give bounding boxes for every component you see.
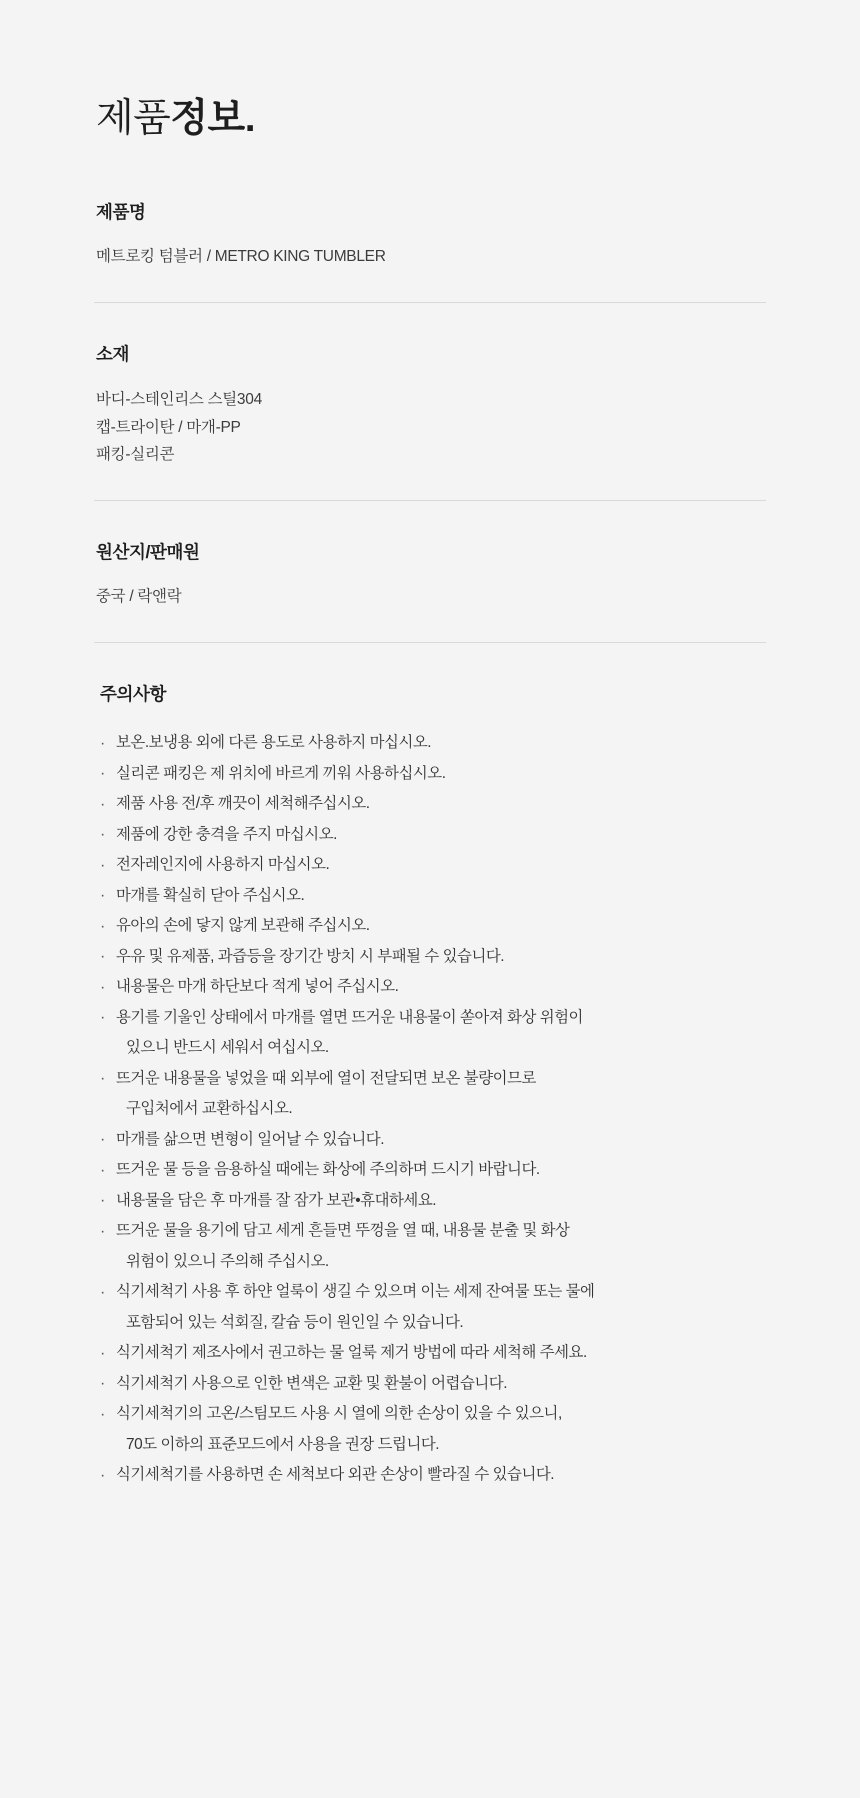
caution-item-continuation: 70도 이하의 표준모드에서 사용을 권장 드립니다. xyxy=(126,1435,440,1453)
section-line: 캡-트라이탄 / 마개-PP xyxy=(96,418,241,436)
section-line: 패킹-실리콘 xyxy=(96,445,175,463)
caution-item-text: 우유 및 유제품, 과즙등을 장기간 방치 시 부패될 수 있습니다. xyxy=(116,947,505,965)
caution-item xyxy=(96,759,736,790)
section-body xyxy=(96,244,766,271)
caution-item-text: 식기세척기 사용 후 하얀 얼룩이 생길 수 있으며 이는 세제 잔여물 또는 물에 xyxy=(116,1283,595,1301)
caution-item-text: 보온.보냉용 외에 다른 용도로 사용하지 마십시오. xyxy=(116,734,432,752)
section-divider xyxy=(94,302,766,303)
caution-item xyxy=(96,1155,736,1186)
section-divider xyxy=(94,642,766,643)
caution-item xyxy=(96,728,736,759)
page-title xyxy=(94,96,766,143)
page-title-thin: 제품 xyxy=(96,97,171,140)
caution-item-text: 제품 사용 전/후 깨끗이 세척해주십시오. xyxy=(116,795,370,813)
cautions-list xyxy=(96,728,736,1491)
section-line: 바디-스테인리스 스틸304 xyxy=(96,391,262,409)
caution-item-text: 뜨거운 물을 용기에 담고 세게 흔들면 뚜껑을 열 때, 내용물 분출 및 화상 xyxy=(116,1222,570,1240)
caution-item xyxy=(96,1369,736,1400)
section-body xyxy=(96,386,766,467)
section-line: 메트로킹 텀블러 / METRO KING TUMBLER xyxy=(96,247,386,265)
caution-item-text: 식기세척기 제조사에서 권고하는 물 얼룩 제거 방법에 따라 세척해 주세요. xyxy=(116,1344,587,1362)
section-origin xyxy=(94,539,766,611)
caution-item xyxy=(96,820,736,851)
caution-item-text: 제품에 강한 충격을 주지 마십시오. xyxy=(116,825,337,843)
section-line: 중국 / 락앤락 xyxy=(96,587,182,605)
caution-item xyxy=(96,942,736,973)
page-title-bold: 정보. xyxy=(170,97,256,140)
caution-item xyxy=(96,1338,736,1369)
caution-item xyxy=(96,1125,736,1156)
section-body xyxy=(96,584,766,611)
section-product-name xyxy=(94,199,766,271)
bottom-spacer xyxy=(94,1491,766,1611)
cautions-heading: 주의사항 xyxy=(100,684,167,705)
caution-item xyxy=(96,1003,736,1064)
content-container xyxy=(94,0,766,1611)
caution-item-text: 식기세척기를 사용하면 손 세척보다 외관 손상이 빨라질 수 있습니다. xyxy=(116,1466,555,1484)
caution-item xyxy=(96,1186,736,1217)
caution-item-continuation: 구입처에서 교환하십시오. xyxy=(126,1100,293,1118)
section-heading: 제품명 xyxy=(96,201,146,222)
caution-item-text: 유아의 손에 닿지 않게 보관해 주십시오. xyxy=(116,917,370,935)
caution-item-text: 식기세척기 사용으로 인한 변색은 교환 및 환불이 어렵습니다. xyxy=(116,1374,508,1392)
section-divider xyxy=(94,500,766,501)
caution-item-text: 뜨거운 물 등을 음용하실 때에는 화상에 주의하며 드시기 바랍니다. xyxy=(116,1161,540,1179)
caution-item-continuation: 있으니 반드시 세워서 여십시오. xyxy=(126,1039,329,1057)
caution-item xyxy=(96,1399,736,1460)
caution-item xyxy=(96,972,736,1003)
caution-item-continuation: 위험이 있으니 주의해 주십시오. xyxy=(126,1252,329,1270)
caution-item-text: 마개를 확실히 닫아 주십시오. xyxy=(116,886,305,904)
caution-item xyxy=(96,850,736,881)
caution-item xyxy=(96,911,736,942)
section-cautions xyxy=(94,681,766,1491)
caution-item-text: 내용물을 담은 후 마개를 잘 잠가 보관•휴대하세요. xyxy=(116,1191,437,1209)
caution-item xyxy=(96,789,736,820)
section-heading: 소재 xyxy=(96,344,130,365)
caution-item-continuation: 포함되어 있는 석회질, 칼슘 등이 원인일 수 있습니다. xyxy=(126,1313,464,1331)
caution-item-text: 마개를 삶으면 변형이 일어날 수 있습니다. xyxy=(116,1130,385,1148)
caution-item xyxy=(96,1460,736,1491)
caution-item-text: 내용물은 마개 하단보다 적게 넣어 주십시오. xyxy=(116,978,399,996)
caution-item xyxy=(96,1064,736,1125)
caution-item-text: 전자레인지에 사용하지 마십시오. xyxy=(116,856,330,874)
caution-item-text: 실리콘 패킹은 제 위치에 바르게 끼워 사용하십시오. xyxy=(116,764,446,782)
section-heading: 원산지/판매원 xyxy=(96,541,200,562)
section-material xyxy=(94,341,766,467)
caution-item xyxy=(96,1277,736,1338)
caution-item-text: 식기세척기의 고온/스팀모드 사용 시 열에 의한 손상이 있을 수 있으니, xyxy=(116,1405,562,1423)
caution-item-text: 용기를 기울인 상태에서 마개를 열면 뜨거운 내용물이 쏟아져 화상 위험이 xyxy=(116,1008,583,1026)
caution-item xyxy=(96,881,736,912)
caution-item-text: 뜨거운 내용물을 넣었을 때 외부에 열이 전달되면 보온 불량이므로 xyxy=(116,1069,536,1087)
caution-item xyxy=(96,1216,736,1277)
